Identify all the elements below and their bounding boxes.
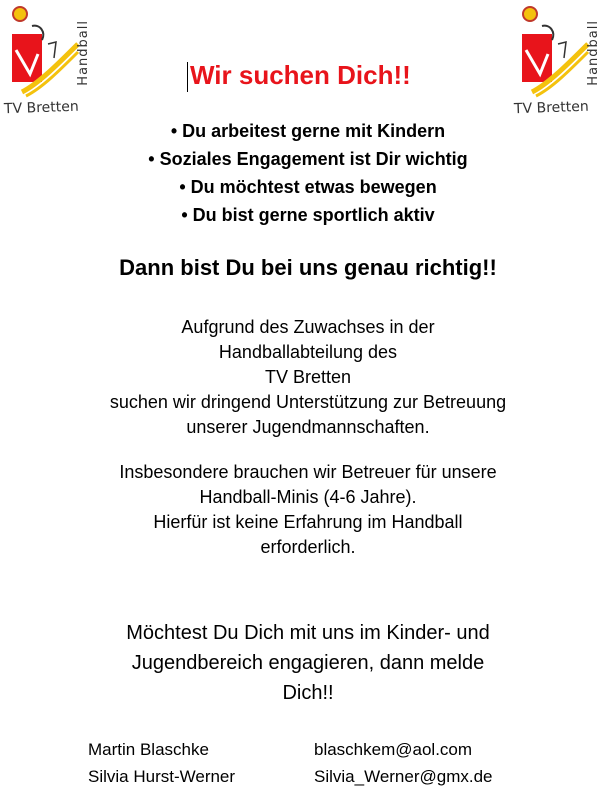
logo-text: TV Bretten (513, 98, 589, 118)
page-title: Wir suchen Dich!! (190, 60, 411, 90)
contact-name: Silvia Hurst-Werner (88, 767, 236, 786)
bullet-list (0, 118, 616, 230)
handball-player-icon (2, 4, 82, 104)
bullet-item: • Du arbeitest gerne mit Kindern (0, 118, 616, 146)
paragraph-line: Handballabteilung des (218, 342, 398, 362)
bullet-item: • Du bist gerne sportlich aktiv (0, 202, 616, 230)
bullet-item: • Du möchtest etwas bewegen (0, 174, 616, 202)
contact-row (88, 736, 493, 763)
tv-bretten-handball-logo-right (512, 4, 608, 120)
paragraph-line: unserer Jugendmannschaften. (186, 417, 430, 437)
paragraph-intro (50, 315, 566, 440)
logo-vertical-text: Handball (76, 20, 91, 86)
paragraph-line: Aufgrund des Zuwachses in der (181, 317, 435, 337)
paragraph-details (50, 460, 566, 560)
logo-vertical-text: Handball (586, 20, 601, 86)
call-to-action (80, 618, 536, 708)
contact-email[interactable]: Silvia_Werner@gmx.de (314, 767, 493, 786)
contact-name: Martin Blaschke (88, 740, 209, 759)
text-cursor (187, 62, 188, 92)
paragraph-line: erforderlich. (260, 537, 356, 557)
logo-text: TV Bretten (3, 98, 79, 118)
paragraph-line: Handball-Minis (4-6 Jahre). (199, 487, 417, 507)
paragraph-line: TV Bretten (264, 367, 352, 387)
contact-list (88, 736, 493, 790)
paragraph-line: Hierfür ist keine Erfahrung im Handball (153, 512, 463, 532)
paragraph-line: Insbesondere brauchen wir Betreuer für unsere (119, 462, 497, 482)
cta-line: Dich!! (282, 682, 334, 704)
handball-player-icon (512, 4, 592, 104)
bullet-item: • Soziales Engagement ist Dir wichtig (0, 146, 616, 174)
cta-line: Jugendbereich engagieren, dann melde (131, 652, 485, 674)
contact-email[interactable]: blaschkem@aol.com (314, 740, 473, 759)
contact-row (88, 763, 493, 790)
paragraph-line: suchen wir dringend Unterstützung zur Betreuung (109, 392, 507, 412)
headline: Dann bist Du bei uns genau richtig!! (119, 255, 497, 280)
tv-bretten-handball-logo-left (2, 4, 98, 120)
cta-line: Möchtest Du Dich mit uns im Kinder- und (126, 622, 490, 644)
